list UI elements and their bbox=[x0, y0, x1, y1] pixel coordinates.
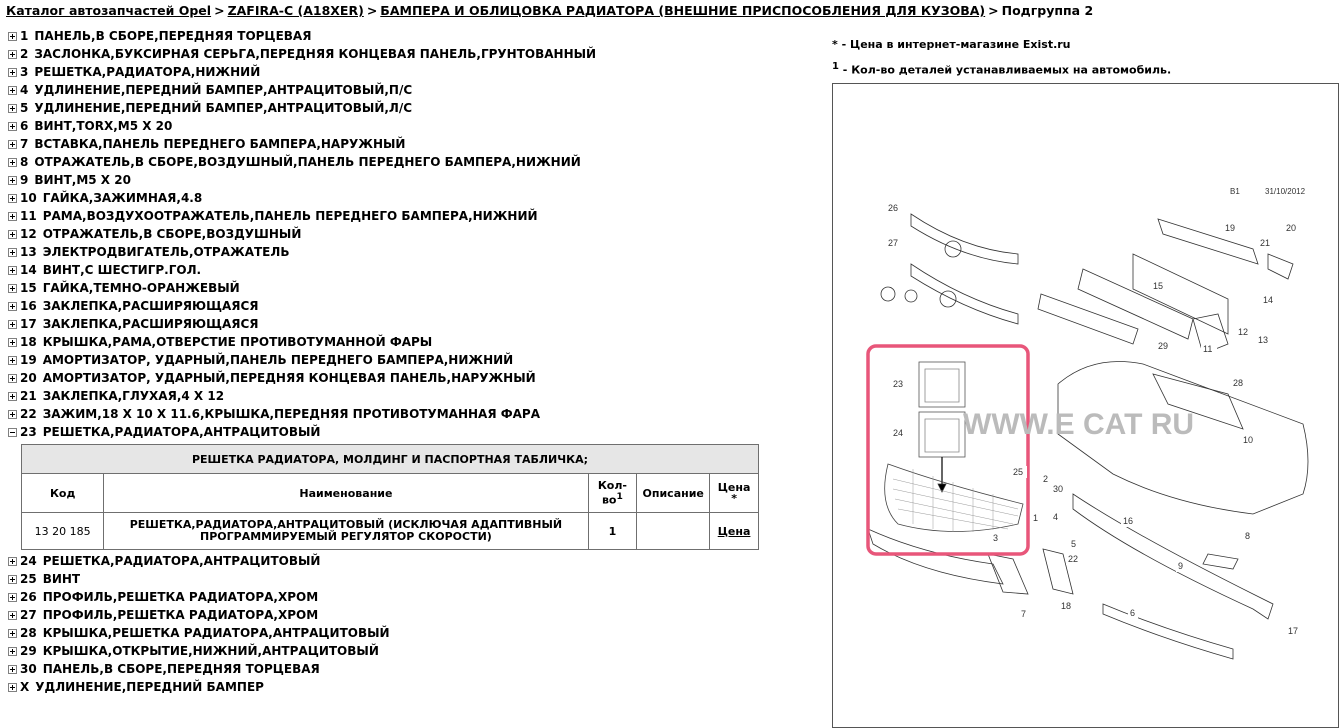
plus-box-icon[interactable] bbox=[8, 665, 17, 674]
callout-label: 30 bbox=[1053, 484, 1064, 494]
reflector-8 bbox=[1203, 554, 1238, 569]
part-number: 20 bbox=[20, 371, 37, 385]
part-number: 25 bbox=[20, 572, 37, 586]
list-item[interactable] bbox=[8, 315, 768, 333]
callout-label: 8 bbox=[1245, 531, 1251, 541]
list-item[interactable] bbox=[8, 243, 768, 261]
grille-profile-26 bbox=[911, 214, 1018, 264]
breadcrumb-link-group[interactable]: БАМПЕРА И ОБЛИЦОВКА РАДИАТОРА (ВНЕШНИЕ ПРИСПОСОБЛЕНИЯ ДЛЯ КУЗОВА) bbox=[380, 3, 986, 18]
part-number: 19 bbox=[20, 353, 37, 367]
part-name: ПАНЕЛЬ,В СБОРЕ,ПЕРЕДНЯЯ ТОРЦЕВАЯ bbox=[42, 662, 320, 676]
plus-box-icon[interactable] bbox=[8, 158, 17, 167]
parts-diagram-drawing bbox=[833, 84, 1339, 728]
plus-box-icon[interactable] bbox=[8, 320, 17, 329]
callout-label: 20 bbox=[1286, 223, 1297, 233]
note-price: * - Цена в интернет-магазине Exist.ru bbox=[832, 38, 1071, 51]
part-name: УДЛИНЕНИЕ,ПЕРЕДНИЙ БАМПЕР,АНТРАЦИТОВЫЙ,Л/С bbox=[34, 101, 413, 115]
breadcrumb-separator: > bbox=[366, 3, 378, 18]
part-name: ВИНТ,TORX,M5 X 20 bbox=[34, 119, 173, 133]
plus-box-icon[interactable] bbox=[8, 32, 17, 41]
part-name: УДЛИНЕНИЕ,ПЕРЕДНИЙ БАМПЕР bbox=[35, 680, 264, 694]
callout-label: 10 bbox=[1243, 435, 1254, 445]
grille-profile-27 bbox=[911, 264, 1018, 324]
list-item[interactable] bbox=[8, 606, 768, 624]
emblem-clip bbox=[881, 287, 895, 301]
callout-label: 21 bbox=[1260, 238, 1271, 248]
plus-box-icon[interactable] bbox=[8, 611, 17, 620]
list-item[interactable] bbox=[8, 225, 768, 243]
part-name: ПАНЕЛЬ,В СБОРЕ,ПЕРЕДНЯЯ ТОРЦЕВАЯ bbox=[34, 29, 312, 43]
plus-box-icon[interactable] bbox=[8, 194, 17, 203]
part-name: РАМА,ВОЗДУХООТРАЖАТЕЛЬ,ПАНЕЛЬ ПЕРЕДНЕГО БАМПЕРА,НИЖНИЙ bbox=[42, 209, 538, 223]
column-header-description: Описание bbox=[637, 474, 710, 513]
part-name: ОТРАЖАТЕЛЬ,В СБОРЕ,ВОЗДУШНЫЙ bbox=[42, 227, 302, 241]
callout-label: 14 bbox=[1263, 295, 1274, 305]
part-name: РЕШЕТКА,РАДИАТОРА,НИЖНИЙ bbox=[34, 65, 261, 79]
list-item[interactable] bbox=[8, 99, 768, 117]
grille-23-mesh bbox=[893, 469, 1018, 532]
plus-box-icon[interactable] bbox=[8, 410, 17, 419]
plus-box-icon[interactable] bbox=[8, 86, 17, 95]
part-name: ГАЙКА,ЗАЖИМНАЯ,4.8 bbox=[42, 191, 203, 205]
cell-name: РЕШЕТКА,РАДИАТОРА,АНТРАЦИТОВЫЙ (ИСКЛЮЧАЯ АДАПТИВНЫЙ ПРОГРАММИРУЕМЫЙ РЕГУЛЯТОР СКОРОСТИ) bbox=[104, 513, 588, 550]
list-item[interactable] bbox=[8, 570, 768, 588]
breadcrumb-separator: > bbox=[988, 3, 999, 18]
parts-list-continued bbox=[8, 552, 768, 696]
part-name: ЗАКЛЕПКА,РАСШИРЯЮЩАЯСЯ bbox=[42, 317, 259, 331]
part-number: 30 bbox=[20, 662, 37, 676]
part-name: КРЫШКА,РЕШЕТКА РАДИАТОРА,АНТРАЦИТОВЫЙ bbox=[42, 626, 390, 640]
part-number: 15 bbox=[20, 281, 37, 295]
list-item[interactable] bbox=[8, 387, 768, 405]
part-name: АМОРТИЗАТОР, УДАРНЫЙ,ПАНЕЛЬ ПЕРЕДНЕГО БАМПЕРА,НИЖНИЙ bbox=[42, 353, 514, 367]
diagram-code: B1 bbox=[1230, 187, 1240, 196]
list-item[interactable] bbox=[8, 297, 768, 315]
list-item[interactable] bbox=[8, 117, 768, 135]
callout-label: 2 bbox=[1043, 474, 1049, 484]
plus-box-icon[interactable] bbox=[8, 356, 17, 365]
part-name: ВСТАВКА,ПАНЕЛЬ ПЕРЕДНЕГО БАМПЕРА,НАРУЖНЫЙ bbox=[34, 137, 406, 151]
list-item[interactable] bbox=[8, 552, 768, 570]
diagram-date: 31/10/2012 bbox=[1265, 187, 1306, 196]
part-number: 11 bbox=[20, 209, 37, 223]
list-item[interactable] bbox=[8, 624, 768, 642]
air-deflector-12 bbox=[1133, 254, 1228, 334]
part-number: 5 bbox=[20, 101, 29, 115]
plus-box-icon[interactable] bbox=[8, 176, 17, 185]
callout-label: 15 bbox=[1153, 281, 1164, 291]
callout-label: 29 bbox=[1158, 341, 1169, 351]
cell-qty: 1 bbox=[588, 513, 637, 550]
diagram-watermark: WWW.E CAT RU bbox=[963, 408, 1195, 441]
cell-code: 13 20 185 bbox=[22, 513, 104, 550]
part-number: 17 bbox=[20, 317, 37, 331]
list-item[interactable] bbox=[8, 27, 768, 45]
part-number: 13 bbox=[20, 245, 37, 259]
part-number: 10 bbox=[20, 191, 37, 205]
callout-label: 9 bbox=[1178, 561, 1184, 571]
callout-label: 17 bbox=[1288, 626, 1299, 636]
cell-price bbox=[710, 513, 759, 550]
callout-label: 28 bbox=[1233, 378, 1244, 388]
lower-grille-3 bbox=[868, 529, 1003, 584]
part-number: X bbox=[20, 680, 30, 694]
part-name: АМОРТИЗАТОР, УДАРНЫЙ,ПЕРЕДНЯЯ КОНЦЕВАЯ ПАНЕЛЬ,НАРУЖНЫЙ bbox=[42, 371, 536, 385]
plus-box-icon[interactable] bbox=[8, 230, 17, 239]
callout-label: 12 bbox=[1238, 327, 1249, 337]
inset-24-mesh bbox=[925, 419, 959, 452]
plus-box-icon[interactable] bbox=[8, 575, 17, 584]
inset-23-mesh bbox=[925, 369, 959, 402]
list-item[interactable] bbox=[8, 405, 768, 423]
plus-box-icon[interactable] bbox=[8, 338, 17, 347]
callout-label: 27 bbox=[888, 238, 899, 248]
part-number: 7 bbox=[20, 137, 29, 151]
callout-label: 11 bbox=[1203, 344, 1213, 354]
list-item[interactable] bbox=[8, 45, 768, 63]
plus-box-icon[interactable] bbox=[8, 248, 17, 257]
part-name: ВИНТ bbox=[42, 572, 81, 586]
part-number: 14 bbox=[20, 263, 37, 277]
callout-label: 5 bbox=[1071, 539, 1077, 549]
part-number: 1 bbox=[20, 29, 29, 43]
plus-box-icon[interactable] bbox=[8, 593, 17, 602]
list-item[interactable] bbox=[8, 423, 768, 441]
callout-label: 4 bbox=[1053, 512, 1059, 522]
part-number: 24 bbox=[20, 554, 37, 568]
fog-cover-7 bbox=[988, 554, 1028, 594]
list-item[interactable] bbox=[8, 189, 768, 207]
part-number: 8 bbox=[20, 155, 29, 169]
subgroup-table bbox=[21, 444, 759, 550]
column-header-code: Код bbox=[22, 474, 104, 513]
breadcrumb-link-model[interactable]: ZAFIRA-C (A18XER) bbox=[227, 3, 364, 18]
plus-box-icon[interactable] bbox=[8, 284, 17, 293]
list-item[interactable] bbox=[8, 660, 768, 678]
part-name: РЕШЕТКА,РАДИАТОРА,АНТРАЦИТОВЫЙ bbox=[42, 554, 321, 568]
part-name: ПРОФИЛЬ,РЕШЕТКА РАДИАТОРА,ХРОМ bbox=[42, 608, 319, 622]
part-name: ЗАКЛЕПКА,ГЛУХАЯ,4 X 12 bbox=[42, 389, 225, 403]
part-number: 21 bbox=[20, 389, 37, 403]
callout-label: 24 bbox=[893, 428, 904, 438]
column-header-qty: Кол- $во^1$ bbox=[588, 474, 637, 513]
callout-label: 1 bbox=[1033, 513, 1039, 523]
front-extension-x bbox=[1103, 604, 1233, 659]
price-link[interactable]: Цена bbox=[717, 524, 751, 538]
part-number: 12 bbox=[20, 227, 37, 241]
plus-box-icon[interactable] bbox=[8, 647, 17, 656]
plus-box-icon[interactable] bbox=[8, 266, 17, 275]
plus-box-icon[interactable] bbox=[8, 392, 17, 401]
highlight-frame bbox=[868, 346, 1028, 554]
part-name: ЭЛЕКТРОДВИГАТЕЛЬ,ОТРАЖАТЕЛЬ bbox=[42, 245, 290, 259]
grille-23 bbox=[885, 464, 1023, 532]
plus-box-icon[interactable] bbox=[8, 629, 17, 638]
absorber-20 bbox=[1268, 254, 1293, 279]
plus-box-icon[interactable] bbox=[8, 683, 17, 692]
breadcrumb-separator: > bbox=[214, 3, 225, 18]
part-number: 3 bbox=[20, 65, 29, 79]
plus-box-icon[interactable] bbox=[8, 50, 17, 59]
column-header-price: Цена * bbox=[710, 474, 759, 513]
callout-label: 18 bbox=[1061, 601, 1072, 611]
part-number: 4 bbox=[20, 83, 29, 97]
callout-label: 3 bbox=[993, 533, 999, 543]
list-item[interactable] bbox=[8, 369, 768, 387]
list-item[interactable] bbox=[8, 153, 768, 171]
callout-label: 19 bbox=[1225, 223, 1236, 233]
list-item[interactable] bbox=[8, 279, 768, 297]
part-number: 29 bbox=[20, 644, 37, 658]
emblem-clip-2 bbox=[905, 290, 917, 302]
list-item[interactable] bbox=[8, 261, 768, 279]
part-name: ОТРАЖАТЕЛЬ,В СБОРЕ,ВОЗДУШНЫЙ,ПАНЕЛЬ ПЕРЕДНЕГО БАМПЕРА,НИЖНИЙ bbox=[34, 155, 581, 169]
part-number: 26 bbox=[20, 590, 37, 604]
list-item[interactable] bbox=[8, 351, 768, 369]
part-name: УДЛИНЕНИЕ,ПЕРЕДНИЙ БАМПЕР,АНТРАЦИТОВЫЙ,П/С bbox=[34, 83, 413, 97]
callout-label: 22 bbox=[1068, 554, 1079, 564]
note-qty: $^1$ - Кол-во деталей устанавливаемых на автомобиль. bbox=[832, 61, 1172, 77]
part-name: КРЫШКА,РАМА,ОТВЕРСТИЕ ПРОТИВОТУМАННОЙ ФАРЫ bbox=[42, 335, 433, 349]
part-name: ВИНТ,M5 X 20 bbox=[34, 173, 131, 187]
legend-notes bbox=[832, 38, 1171, 82]
part-number: 16 bbox=[20, 299, 37, 313]
part-name: РЕШЕТКА,РАДИАТОРА,АНТРАЦИТОВЫЙ bbox=[42, 425, 321, 439]
callout-label: 6 bbox=[1130, 608, 1136, 618]
plus-box-icon[interactable] bbox=[8, 212, 17, 221]
part-name: ЗАСЛОНКА,БУКСИРНАЯ СЕРЬГА,ПЕРЕДНЯЯ КОНЦЕВАЯ ПАНЕЛЬ,ГРУНТОВАННЫЙ bbox=[34, 47, 597, 61]
part-number: 23 bbox=[20, 425, 37, 439]
callout-label: 7 bbox=[1021, 609, 1027, 619]
callout-label: 23 bbox=[893, 379, 904, 389]
plus-box-icon[interactable] bbox=[8, 374, 17, 383]
breadcrumb bbox=[6, 3, 1093, 18]
list-item[interactable] bbox=[8, 171, 768, 189]
list-item[interactable] bbox=[8, 135, 768, 153]
callout-label: 13 bbox=[1258, 335, 1269, 345]
list-item[interactable] bbox=[8, 63, 768, 81]
cell-description bbox=[637, 513, 710, 550]
plus-box-icon[interactable] bbox=[8, 302, 17, 311]
part-number: 28 bbox=[20, 626, 37, 640]
list-item[interactable] bbox=[8, 207, 768, 225]
part-name: ВИНТ,С ШЕСТИГР.ГОЛ. bbox=[42, 263, 202, 277]
emblem-26 bbox=[945, 241, 961, 257]
part-number: 22 bbox=[20, 407, 37, 421]
breadcrumb-current: Подгруппа 2 bbox=[1001, 3, 1094, 18]
part-name: КРЫШКА,ОТКРЫТИЕ,НИЖНИЙ,АНТРАЦИТОВЫЙ bbox=[42, 644, 379, 658]
lower-cover-29 bbox=[1038, 294, 1138, 344]
part-name: ГАЙКА,ТЕМНО-ОРАНЖЕВЫЙ bbox=[42, 281, 240, 295]
callout-label: 25 bbox=[1013, 467, 1024, 477]
parts-list bbox=[8, 27, 768, 441]
list-item[interactable] bbox=[8, 642, 768, 660]
column-header-name: Наименование bbox=[104, 474, 588, 513]
part-number: 9 bbox=[20, 173, 29, 187]
plus-box-icon[interactable] bbox=[8, 140, 17, 149]
callout-label: 16 bbox=[1123, 516, 1134, 526]
part-number: 18 bbox=[20, 335, 37, 349]
part-name: ЗАЖИМ,18 X 10 X 11.6,КРЫШКА,ПЕРЕДНЯЯ ПРОТИВОТУМАННАЯ ФАРА bbox=[42, 407, 541, 421]
list-item[interactable] bbox=[8, 81, 768, 99]
plus-box-icon[interactable] bbox=[8, 104, 17, 113]
table-row bbox=[22, 513, 759, 550]
part-name: ЗАКЛЕПКА,РАСШИРЯЮЩАЯСЯ bbox=[42, 299, 259, 313]
list-item[interactable] bbox=[8, 333, 768, 351]
emblem-27 bbox=[940, 291, 956, 307]
parts-diagram[interactable] bbox=[832, 83, 1339, 728]
plus-box-icon[interactable] bbox=[8, 122, 17, 131]
plus-box-icon[interactable] bbox=[8, 557, 17, 566]
breadcrumb-link-catalog[interactable]: Каталог автозапчастей Opel bbox=[6, 3, 212, 18]
callout-label: 26 bbox=[888, 203, 899, 213]
subgroup-table-caption: РЕШЕТКА РАДИАТОРА, МОЛДИНГ И ПАСПОРТНАЯ ТАБЛИЧКА; bbox=[22, 445, 759, 474]
minus-box-icon[interactable] bbox=[8, 428, 17, 437]
part-number: 6 bbox=[20, 119, 29, 133]
list-item[interactable] bbox=[8, 678, 768, 696]
part-name: ПРОФИЛЬ,РЕШЕТКА РАДИАТОРА,ХРОМ bbox=[42, 590, 319, 604]
part-number: 27 bbox=[20, 608, 37, 622]
impact-absorber-19 bbox=[1158, 219, 1258, 264]
plus-box-icon[interactable] bbox=[8, 68, 17, 77]
part-number: 2 bbox=[20, 47, 29, 61]
list-item[interactable] bbox=[8, 588, 768, 606]
